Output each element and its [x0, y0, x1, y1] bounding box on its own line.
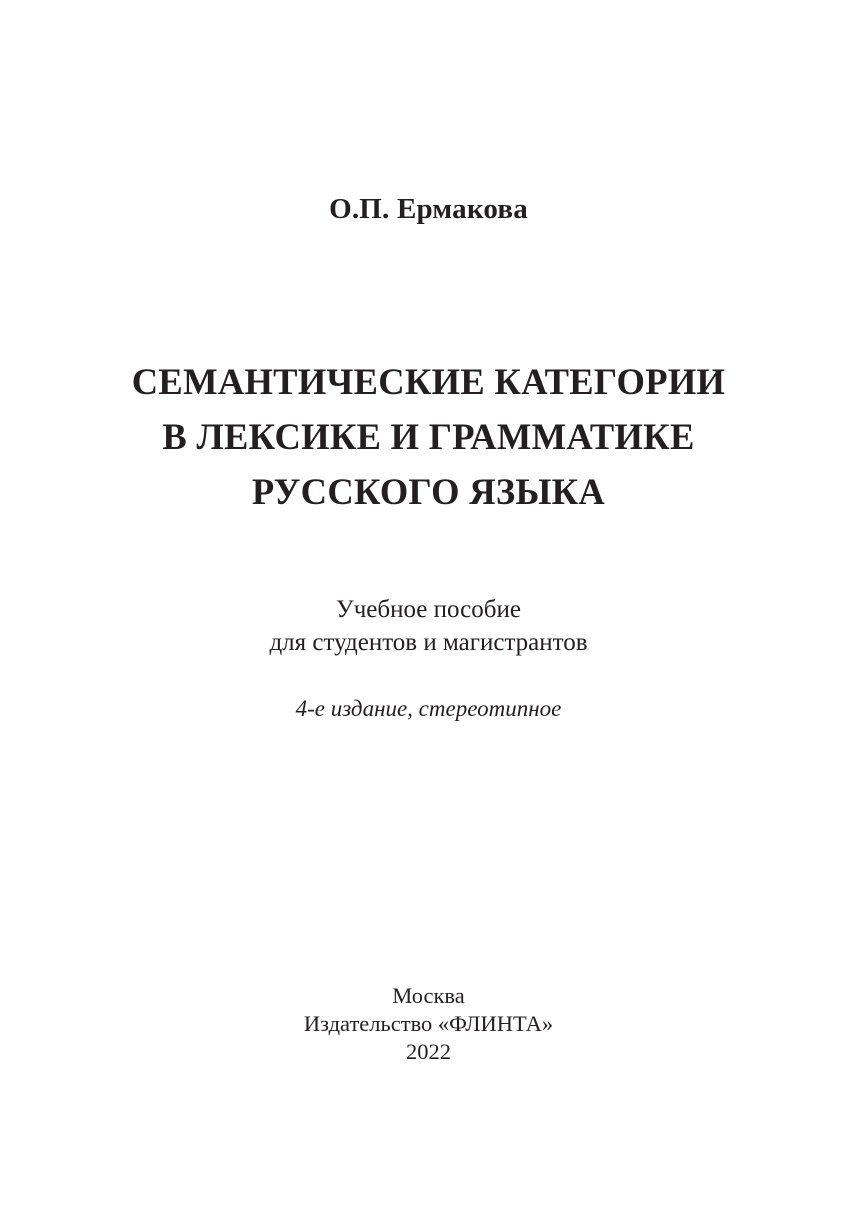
edition-note: 4-е издание, стереотипное: [295, 696, 562, 721]
book-title: [0, 354, 857, 519]
book-title-line: СЕМАНТИЧЕСКИЕ КАТЕГОРИИ: [131, 361, 726, 402]
book-title-line: В ЛЕКСИКЕ И ГРАММАТИКЕ: [162, 416, 695, 457]
imprint-year: 2022: [406, 1039, 451, 1064]
subtitle-line: для студентов и магистрантов: [269, 629, 588, 656]
subtitle-line: Учебное пособие: [336, 596, 521, 623]
imprint-city: Москва: [392, 983, 465, 1008]
book-subtitle: [0, 593, 857, 659]
imprint: [0, 982, 857, 1066]
author-name: О.П. Ермакова: [329, 193, 528, 225]
book-title-line: РУССКОГО ЯЗЫКА: [251, 471, 606, 512]
imprint-publisher: Издательство «ФЛИНТА»: [303, 1011, 554, 1036]
